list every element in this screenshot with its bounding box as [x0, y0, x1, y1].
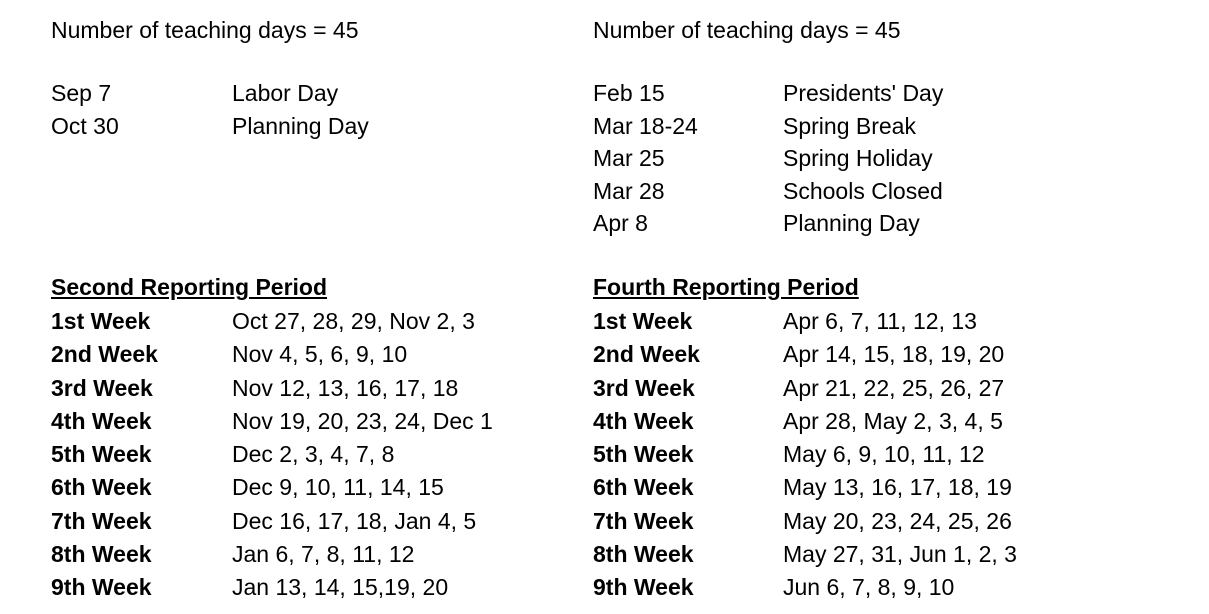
week-row — [51, 305, 493, 338]
week-label: 7th Week — [593, 507, 694, 534]
week-row — [51, 338, 493, 371]
week-row — [51, 405, 493, 438]
week-row — [593, 571, 1017, 604]
period-title-right: Fourth Reporting Period — [593, 274, 859, 300]
week-list-right — [593, 305, 1017, 605]
week-row — [593, 438, 1017, 471]
week-dates: Apr 6, 7, 11, 12, 13 — [783, 308, 977, 334]
holiday-row — [593, 111, 943, 144]
week-label: 8th Week — [51, 541, 152, 568]
holiday-row — [593, 208, 943, 241]
week-dates: Jun 6, 7, 8, 9, 10 — [783, 574, 955, 601]
week-label: 1st Week — [593, 308, 693, 334]
week-row — [51, 471, 493, 504]
holiday-date: Mar 28 — [593, 177, 665, 204]
week-dates: Nov 12, 13, 16, 17, 18 — [232, 374, 459, 401]
holiday-date: Mar 18-24 — [593, 112, 698, 139]
week-dates: May 20, 23, 24, 25, 26 — [783, 507, 1012, 534]
week-label: 8th Week — [593, 541, 694, 568]
week-label: 2nd Week — [593, 341, 700, 368]
week-label: 3rd Week — [51, 374, 153, 401]
holiday-row — [593, 78, 943, 111]
holiday-label: Planning Day — [783, 210, 920, 236]
week-dates: Nov 4, 5, 6, 9, 10 — [232, 341, 408, 368]
week-label: 6th Week — [593, 474, 694, 501]
holiday-label: Schools Closed — [783, 177, 943, 204]
week-dates: Apr 28, May 2, 3, 4, 5 — [783, 407, 1003, 434]
week-label: 1st Week — [51, 308, 151, 334]
week-label: 9th Week — [593, 574, 694, 601]
holiday-label: Labor Day — [232, 80, 339, 106]
week-row — [51, 571, 493, 604]
week-label: 3rd Week — [593, 374, 695, 401]
week-row — [51, 505, 493, 538]
week-label: 6th Week — [51, 474, 152, 501]
holiday-label: Planning Day — [232, 112, 369, 139]
week-label: 5th Week — [593, 441, 694, 468]
week-row — [593, 538, 1017, 571]
week-row — [51, 538, 493, 571]
week-dates: Oct 27, 28, 29, Nov 2, 3 — [232, 308, 475, 334]
holiday-date: Mar 25 — [593, 145, 665, 171]
week-label: 4th Week — [593, 407, 694, 434]
holiday-row — [51, 111, 369, 144]
week-row — [593, 305, 1017, 338]
week-list-left — [51, 305, 493, 605]
week-dates: Jan 13, 14, 15,19, 20 — [232, 574, 449, 601]
holiday-list-right — [593, 78, 943, 241]
holiday-row — [593, 143, 943, 176]
holiday-label: Spring Holiday — [783, 145, 933, 171]
holiday-date: Feb 15 — [593, 80, 665, 106]
week-row — [593, 372, 1017, 405]
week-dates: Dec 2, 3, 4, 7, 8 — [232, 441, 395, 468]
holiday-date: Oct 30 — [51, 112, 119, 139]
week-row — [51, 372, 493, 405]
period-title-left: Second Reporting Period — [51, 274, 328, 300]
teaching-days-left: Number of teaching days = 45 — [51, 17, 359, 43]
week-dates: Nov 19, 20, 23, 24, Dec 1 — [232, 407, 493, 434]
week-dates: May 6, 9, 10, 11, 12 — [783, 441, 985, 468]
holiday-row — [593, 176, 943, 209]
week-row — [593, 338, 1017, 371]
week-dates: May 27, 31, Jun 1, 2, 3 — [783, 541, 1017, 568]
week-label: 5th Week — [51, 441, 152, 468]
holiday-list-left — [51, 78, 369, 143]
holiday-row — [51, 78, 369, 111]
week-label: 2nd Week — [51, 341, 158, 368]
week-row — [593, 405, 1017, 438]
week-row — [593, 471, 1017, 504]
teaching-days-right: Number of teaching days = 45 — [593, 17, 901, 43]
week-dates: May 13, 16, 17, 18, 19 — [783, 474, 1012, 501]
week-label: 4th Week — [51, 407, 152, 434]
week-dates: Apr 14, 15, 18, 19, 20 — [783, 341, 1005, 368]
week-row — [593, 505, 1017, 538]
week-dates: Dec 9, 10, 11, 14, 15 — [232, 474, 444, 501]
week-dates: Apr 21, 22, 25, 26, 27 — [783, 374, 1005, 401]
holiday-label: Presidents' Day — [783, 80, 944, 106]
week-label: 7th Week — [51, 507, 152, 534]
holiday-label: Spring Break — [783, 112, 916, 139]
holiday-date: Sep 7 — [51, 80, 112, 106]
week-label: 9th Week — [51, 574, 152, 601]
week-dates: Dec 16, 17, 18, Jan 4, 5 — [232, 507, 477, 534]
holiday-date: Apr 8 — [593, 210, 648, 236]
week-dates: Jan 6, 7, 8, 11, 12 — [232, 541, 415, 568]
week-row — [51, 438, 493, 471]
